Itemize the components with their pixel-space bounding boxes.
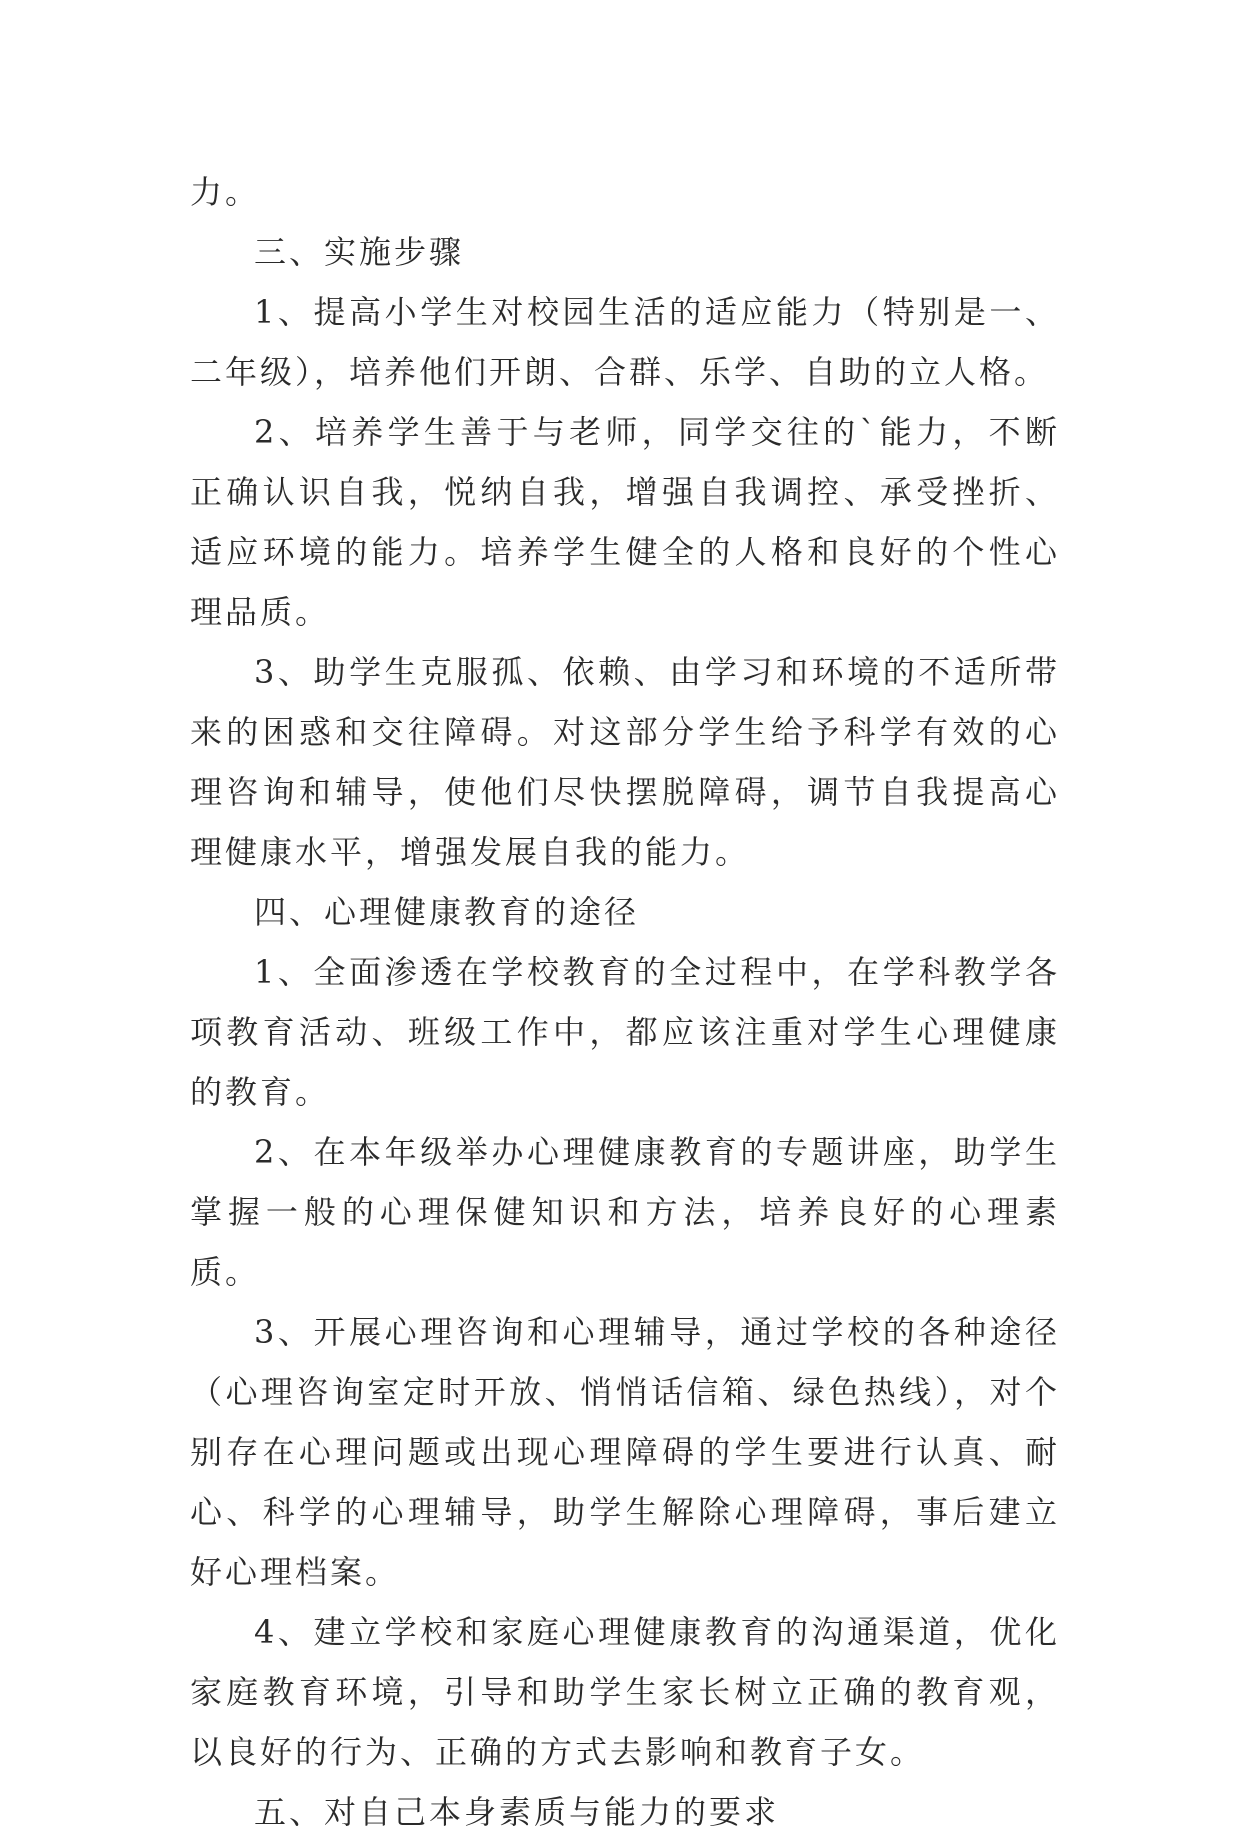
paragraph-approach-2: 2、在本年级举办心理健康教育的专题讲座，助学生掌握一般的心理保健知识和方法，培养良好的心理素质。 bbox=[190, 1133, 1060, 1291]
document-body bbox=[190, 162, 1060, 1842]
paragraph-continuation: 力。 bbox=[190, 173, 261, 211]
paragraph-approach-1: 1、全面渗透在学校教育的全过程中，在学科教学各项教育活动、班级工作中，都应该注重对学生心理健康的教育。 bbox=[190, 953, 1060, 1111]
paragraph-step-3: 3、助学生克服孤、依赖、由学习和环境的不适所带来的困惑和交往障碍。对这部分学生给予科学有效的心理咨询和辅导，使他们尽快摆脱障碍，调节自我提高心理健康水平，增强发展自我的能力。 bbox=[190, 653, 1060, 871]
paragraph-step-2: 2、培养学生善于与老师，同学交往的`能力，不断正确认识自我，悦纳自我，增强自我调控、承受挫折、适应环境的能力。培养学生健全的人格和良好的个性心理品质。 bbox=[190, 413, 1060, 631]
paragraph-approach-4: 4、建立学校和家庭心理健康教育的沟通渠道，优化家庭教育环境，引导和助学生家长树立正确的教育观，以良好的行为、正确的方式去影响和教育子女。 bbox=[190, 1613, 1060, 1771]
section-heading-education-approaches: 四、心理健康教育的途径 bbox=[254, 893, 640, 931]
section-heading-implementation-steps: 三、实施步骤 bbox=[254, 233, 465, 271]
paragraph-step-1: 1、提高小学生对校园生活的适应能力（特别是一、二年级），培养他们开朗、合群、乐学、自助的立人格。 bbox=[190, 293, 1060, 391]
section-heading-self-requirements: 五、对自己本身素质与能力的要求 bbox=[254, 1793, 780, 1831]
paragraph-approach-3: 3、开展心理咨询和心理辅导，通过学校的各种途径（心理咨询室定时开放、悄悄话信箱、绿色热线），对个别存在心理问题或出现心理障碍的学生要进行认真、耐心、科学的心理辅导，助学生解除心理障碍，事后建立好心理档案。 bbox=[190, 1313, 1060, 1591]
